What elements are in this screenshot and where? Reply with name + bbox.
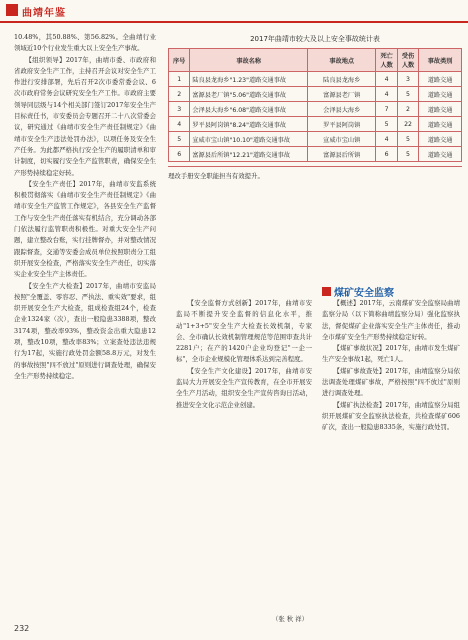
header-cell: 受伤人数 <box>397 49 418 72</box>
cell: 道路交通 <box>419 147 462 162</box>
cell: 道路交通 <box>419 72 462 87</box>
cell: 5 <box>169 132 190 147</box>
section-title: 煤矿安全监察 <box>334 288 394 299</box>
paragraph: 【安全生产责任】2017年，曲靖市安监系统积极贯彻落实《曲靖市安全生产责任制规定》《曲靖市安全生产监管工作规定》，各县安全生产监督工作与安全生产责任落实有机结合，充分调动各部门依法履行监管职责积极性。对重大安全生产问题，建立整改台账，实行挂牌督办，并对整改情况跟踪督查，交通等安委会成员单位按照职责分工组织开展安全检查，严格落实安全生产责任，切实落实企业安全生产主体责任。 <box>14 179 156 279</box>
cell: 富源县后所镇 <box>308 147 376 162</box>
cell: 6 <box>376 147 397 162</box>
paragraph: 【煤矿执法检查】2017年，曲靖监察分局组织开展煤矿安全监察执法检查，共检查煤矿606矿次，查出一般隐患8335条，实施行政处罚。 <box>322 400 460 432</box>
yearbook-title: 曲靖年鉴 <box>22 8 66 19</box>
paragraph: 【组织领导】2017年，曲靖市委、市政府和省政府安全生产工作，主持召开会议对安全生产工作进行安排部署，先后召开2次市委常委会议、6次市政府常务会议研究安全生产工作。市政府主要领导同层级与14个相关部门签订2017年安全生产目标责任书，市安委员会专题召开二十八次常委会议，研究通过《曲靖市安全生产责任制规定》《曲靖市安全生产违法处罚办法》，以项任务及安全生产任务。为此都严格执行安全生产的履职清单和审计制度，切实履行安全生产监管职责，确保安全生产形势持续稳定好转。 <box>14 55 156 177</box>
cell: 3 <box>169 102 190 117</box>
header-cell: 死亡人数 <box>376 49 397 72</box>
cell: 富源县老厂镇"5.06"道路交通事故 <box>190 87 308 102</box>
cell: 罗平县阿岗镇 <box>308 117 376 132</box>
cell: 5 <box>397 147 418 162</box>
logo-mark <box>6 4 18 16</box>
cell: 4 <box>376 72 397 87</box>
table-row <box>169 147 462 162</box>
author-credit: （张 秋 祥） <box>271 615 308 623</box>
cell: 22 <box>397 117 418 132</box>
table-rule <box>168 166 462 167</box>
table-note: 理改手册安全职能担当有效提升。 <box>168 172 264 180</box>
paragraph: 【概述】2017年，云南煤矿安全监察局曲靖监察分局（以下简称曲靖监察分局）强化监察执法，督促煤矿企业落实安全生产主体责任，推动全市煤矿安全生产形势持续稳定好转。 <box>322 299 460 341</box>
column-right <box>322 298 460 434</box>
cell: 道路交通 <box>419 117 462 132</box>
page-number: 232 <box>14 624 30 633</box>
cell: 道路交通 <box>419 132 462 147</box>
accident-table-block <box>168 34 462 182</box>
table-row <box>169 132 462 147</box>
cell: 宣威市宝山镇"10.10"道路交通事故 <box>190 132 308 147</box>
header-cell: 事故类别 <box>419 49 462 72</box>
paragraph: 【安全监督方式创新】2017年，曲靖市安监局不断提升安全监督的信息化水平，推动"1+3+5"安全生产大检查长效机制，专家会、全市确认长效机制管理规范等范围审查共计2281户；在产的1420户企业均登记"一企一标"，全市企业规模化管理体系达到完善程度。 <box>176 299 312 364</box>
table-row <box>169 102 462 117</box>
paragraph: 【安全生产文化建设】2017年，曲靖市安监局大力开展安全生产宣传教育，在全市开展安全生产月活动，组织安全生产宣传咨询日活动，推进安全文化示范企业创建。 <box>176 366 312 409</box>
paragraph: 10.48%，其50.88%、第56.82%。全曲靖行业领域近10个行业发生重大以上安全生产事故。 <box>14 33 156 53</box>
paragraph: 【煤矿事故查处】2017年，曲靖监察分局依法调查处理煤矿事故，严格按照"四不放过"原则进行调查处理。 <box>322 366 460 398</box>
paragraph: 【安全生产大检查】2017年，曲靖市安监局按照"全覆盖、零容忍、严执法、重实效"要求，组织开展安全生产大检查，组成检查组24个，检查企业1324家（次），查出一般隐患3388项，整改3174项，整改率93%，整改资金出重大隐患12项，整改10项，整改率83%；立案查处违法违规行为17起，实施行政处罚金额58.8万元，对发生的事故按照"四不放过"原则进行调查处理，确保安全生产形势持续稳定。 <box>14 281 156 380</box>
header-cell: 序号 <box>169 49 190 72</box>
cell: 陆良县龙海乡 <box>308 72 376 87</box>
accident-table <box>168 48 462 162</box>
cell: 富源县老厂镇 <box>308 87 376 102</box>
cell: 道路交通 <box>419 87 462 102</box>
column-left <box>14 32 156 382</box>
cell: 7 <box>376 102 397 117</box>
paragraph: 【煤矿事故状况】2017年，曲靖市发生煤矿生产安全事故1起，死亡1人。 <box>322 344 460 364</box>
cell: 3 <box>397 72 418 87</box>
header-cell: 事故名称 <box>190 49 308 72</box>
header-rule <box>0 21 468 23</box>
table-row <box>169 117 462 132</box>
page-header <box>0 0 468 30</box>
cell: 1 <box>169 72 190 87</box>
table-row <box>169 87 462 102</box>
table-header-row <box>169 49 462 72</box>
section-marker-icon <box>322 287 331 296</box>
cell: 富源县后所镇"12.21"道路交通事故 <box>190 147 308 162</box>
cell: 陆良县龙海乡"1.23"道路交通事故 <box>190 72 308 87</box>
cell: 罗平县阿岗镇"8.24"道路交通事故 <box>190 117 308 132</box>
cell: 5 <box>397 132 418 147</box>
header-cell: 事故地点 <box>308 49 376 72</box>
cell: 4 <box>169 117 190 132</box>
cell: 会泽县大海乡"6.08"道路交通事故 <box>190 102 308 117</box>
table-row <box>169 72 462 87</box>
cell: 6 <box>169 147 190 162</box>
cell: 2 <box>397 102 418 117</box>
cell: 4 <box>376 132 397 147</box>
column-middle <box>176 298 312 411</box>
cell: 宣威市宝山镇 <box>308 132 376 147</box>
cell: 5 <box>376 117 397 132</box>
cell: 4 <box>376 87 397 102</box>
cell: 2 <box>169 87 190 102</box>
cell: 道路交通 <box>419 102 462 117</box>
cell: 5 <box>397 87 418 102</box>
cell: 会泽县大海乡 <box>308 102 376 117</box>
table-title: 2017年曲靖市较大及以上安全事故统计表 <box>250 35 380 43</box>
